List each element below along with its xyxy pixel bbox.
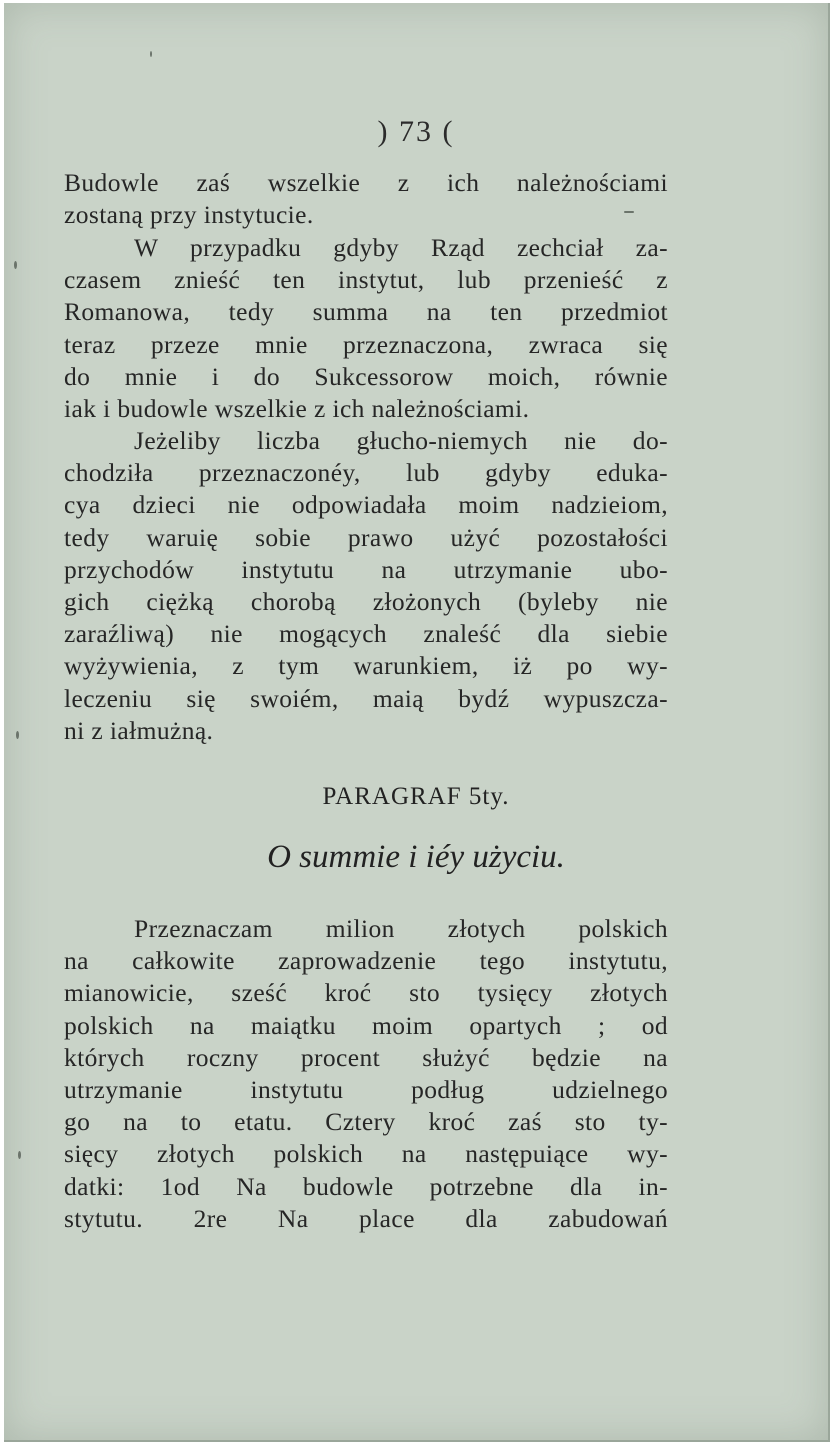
paper-speck <box>150 51 152 57</box>
text-line: chodziła przeznaczonéy, lub gdyby eduka- <box>64 458 668 488</box>
section-heading: PARAGRAF 5ty. <box>322 783 510 810</box>
text-line: cya dzieci nie odpowiadała moim nadzieiom, <box>64 490 668 520</box>
page-number: ) 73 ( <box>377 115 455 148</box>
text-line: przychodów instytutu na utrzymanie ubo- <box>64 554 668 584</box>
text-line: Przeznaczam milion złotych polskich <box>134 914 668 943</box>
text-line: Romanowa, tedy summa na ten przedmiot <box>64 297 668 327</box>
text-line: W przypadku gdyby Rząd zechciał za- <box>134 233 668 262</box>
text-line: tedy waruię sobie prawo użyć pozostałości <box>64 522 668 552</box>
paper-speck <box>14 261 17 269</box>
text-line: stytutu. 2re Na place dla zabudowań <box>64 1203 668 1233</box>
text-line: zaraźliwą) nie mogących znaleść dla siebie <box>64 619 668 649</box>
text-line: leczeniu się swoiém, maią bydź wypuszcza- <box>64 683 668 713</box>
text-line: utrzymanie instytutu podług udzielnego <box>64 1075 668 1105</box>
section-subheading: O summie i iéy użyciu. <box>267 839 565 875</box>
paper-speck <box>18 1151 21 1159</box>
text-line: gich ciężką chorobą złożonych (byleby nie <box>64 587 668 617</box>
text-line: których roczny procent służyć będzie na <box>64 1042 668 1072</box>
text-line: zostaną przy instytucie. <box>64 200 314 230</box>
text-line: mianowicie, sześć kroć sto tysięcy złotych <box>64 978 668 1008</box>
text-line: polskich na maiątku moim opartych ; od <box>64 1010 668 1040</box>
text-line: teraz przeze mnie przeznaczona, zwraca się <box>64 329 668 359</box>
text-line: iak i budowle wszelkie z ich należnościami. <box>64 394 530 424</box>
text-line: sięcy złotych polskich na następuiące wy- <box>64 1139 668 1169</box>
text-line: na całkowite zaprowadzenie tego instytutu, <box>64 946 668 976</box>
text-line: wyżywienia, z tym warunkiem, iż po wy- <box>64 651 668 681</box>
paragraph-3 <box>64 425 668 747</box>
text-line: Jeżeliby liczba głucho-niemych nie do- <box>134 426 668 455</box>
paragraph-2 <box>64 232 668 425</box>
paper-speck <box>624 211 634 213</box>
text-line: go na to etatu. Cztery kroć zaś sto ty- <box>64 1107 668 1137</box>
paragraph-4 <box>64 913 668 1235</box>
text-line: ni z iałmużną. <box>64 715 214 745</box>
text-line: datki: 1od Na budowle potrzebne dla in- <box>64 1171 668 1201</box>
book-page <box>4 3 830 1442</box>
text-line: Budowle zaś wszelkie z ich należnościami <box>64 168 668 197</box>
paper-speck <box>16 731 19 739</box>
text-line: do mnie i do Sukcessorow moich, równie <box>64 361 668 391</box>
text-line: czasem znieść ten instytut, lub przenieść z <box>64 265 668 295</box>
paragraph-1 <box>64 167 668 231</box>
